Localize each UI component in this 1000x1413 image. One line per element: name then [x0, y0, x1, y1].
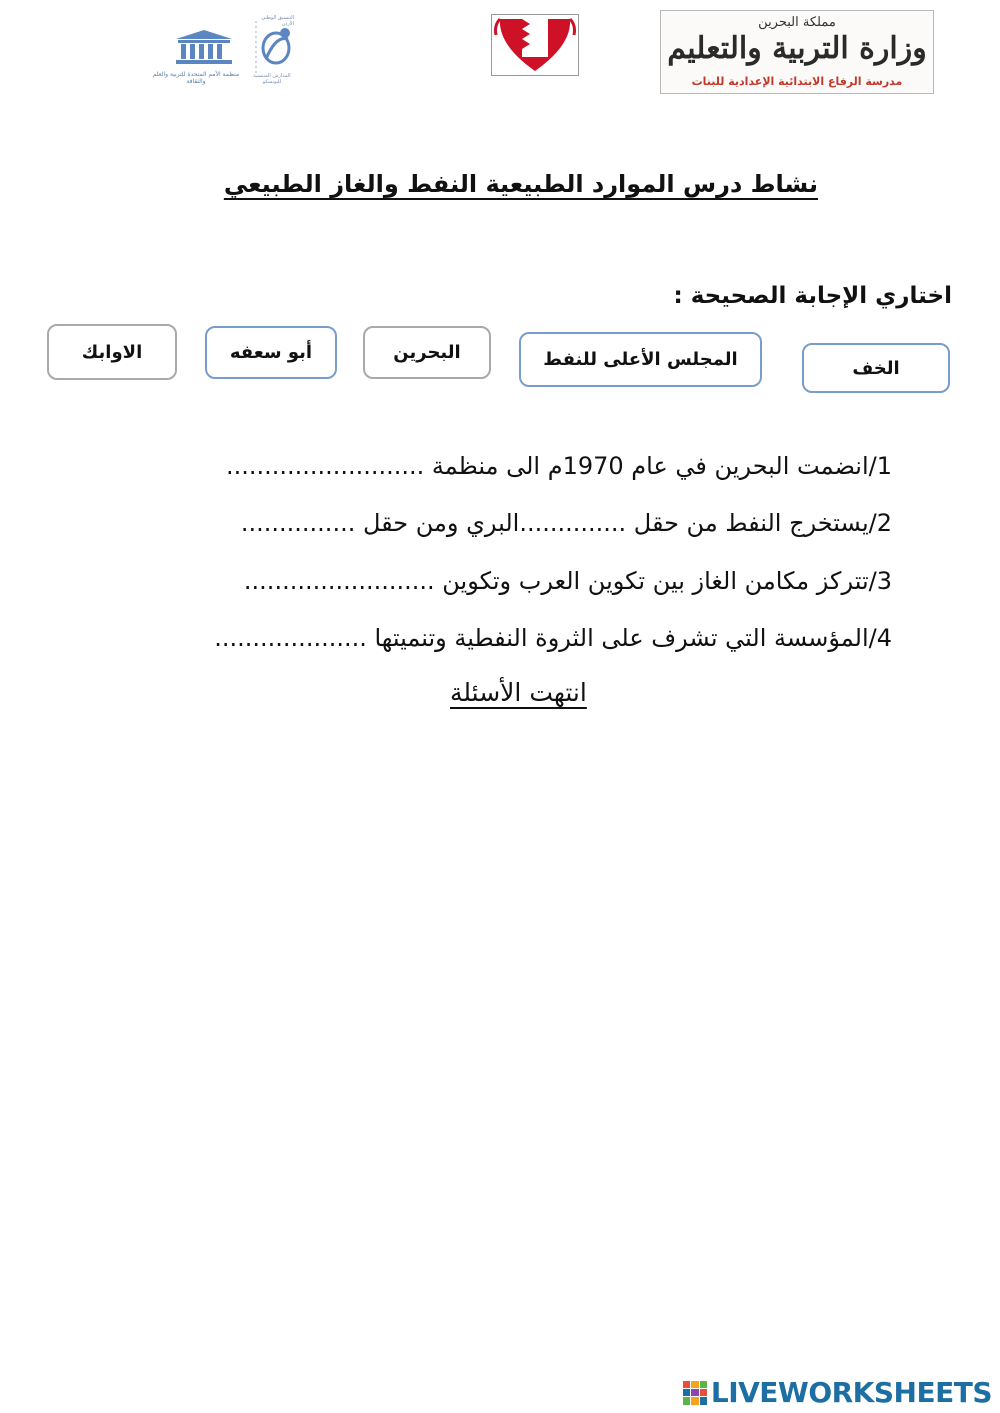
- instruction-text: اختاري الإجابة الصحيحة :: [673, 283, 952, 309]
- asp-network-icon: [252, 15, 298, 81]
- word-bank-chip[interactable]: البحرين: [363, 326, 491, 379]
- asp-caption-top: التنسيق الوطني الأردن: [261, 15, 294, 27]
- liveworksheets-wordmark: LIVEWORKSHEETS: [710, 1376, 992, 1409]
- question-2: 2/يستخرج النفط من حقل ..............البري ومن حقل ...............: [240, 509, 892, 537]
- bahrain-flag-emblem-icon: [492, 15, 578, 75]
- question-1: 1/انضمت البحرين في عام 1970م الى منظمة ..........................: [225, 452, 892, 480]
- unesco-caption: منظمة الأمم المتحدة للتربية والعلم والثقافة: [152, 71, 240, 85]
- question-3: 3/تتركز مكامن الغاز بين تكوين العرب وتكوين .........................: [243, 567, 892, 595]
- question-4: 4/المؤسسة التي تشرف على الثروة النفطية وتنميتها ....................: [214, 624, 892, 652]
- unesco-temple-icon: [172, 29, 236, 65]
- page-title: نشاط درس الموارد الطبيعية النفط والغاز الطبيعي: [223, 170, 818, 198]
- word-bank-chip[interactable]: الاوابك: [47, 324, 177, 380]
- ministry-logo: [660, 10, 934, 94]
- ministry-kingdom: مملكة البحرين: [758, 15, 836, 30]
- ministry-name: وزارة التربية والتعليم: [667, 31, 927, 66]
- liveworksheets-brand: [683, 1376, 992, 1409]
- bahrain-emblem: [491, 14, 579, 76]
- liveworksheets-grid-icon: [683, 1381, 707, 1405]
- word-bank-chip[interactable]: المجلس الأعلى للنفط: [519, 332, 762, 387]
- word-bank-chip[interactable]: الخف: [802, 343, 950, 393]
- word-bank-chip[interactable]: أبو سعفه: [205, 326, 337, 379]
- ministry-school: مدرسة الرفاع الابتدائية الإعدادية للبنات: [691, 75, 903, 88]
- asp-caption-bottom: المدارس المنتسبة لليونسكو: [253, 73, 291, 85]
- unesco-logo-block: [150, 15, 300, 85]
- end-of-questions: انتهت الأسئلة: [450, 678, 587, 707]
